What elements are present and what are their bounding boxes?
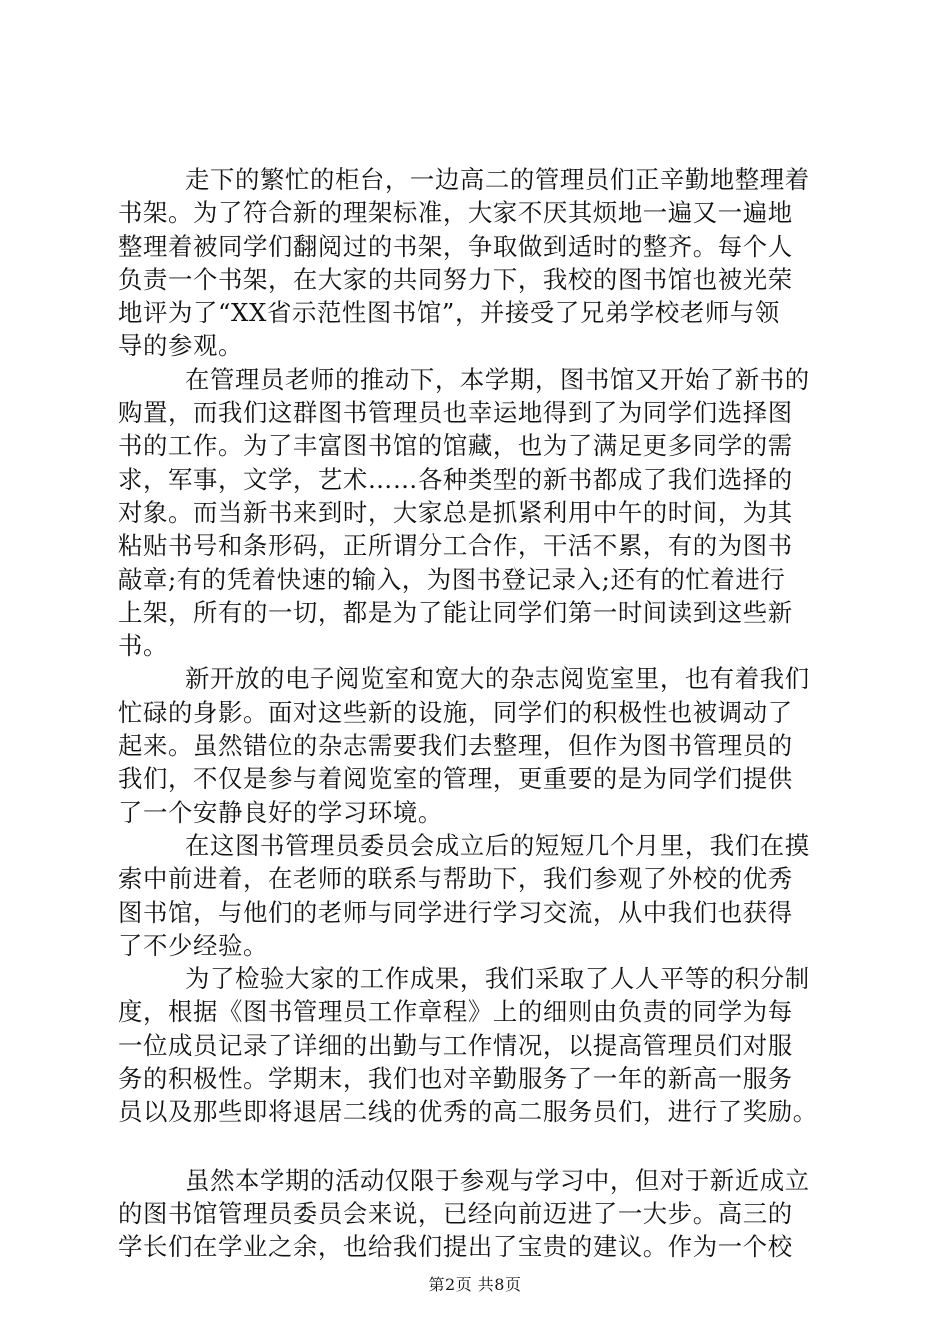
- body-text: [118, 163, 858, 1264]
- text-line: 在这图书管理员委员会成立后的短短几个月里，我们在摸: [185, 830, 810, 860]
- text-line: 度，根据《图书管理员工作章程》上的细则由负责的同学为每: [118, 997, 793, 1027]
- text-line: 敲章;有的凭着快速的输入，为图书登记录入;还有的忙着进行: [118, 564, 786, 594]
- text-line: 一位成员记录了详细的出勤与工作情况，以提高管理员们对服: [118, 1030, 793, 1060]
- text-line: 图书馆，与他们的老师与同学进行学习交流，从中我们也获得: [118, 897, 793, 927]
- text-line: 地评为了“XX省示范性图书馆”，并接受了兄弟学校老师与领: [118, 298, 780, 328]
- text-line: 对象。而当新书来到时，大家总是抓紧利用中午的时间，为其: [118, 497, 793, 527]
- text-line: 虽然本学期的活动仅限于参观与学习中，但对于新近成立: [185, 1165, 810, 1195]
- text-line: 书架。为了符合新的理架标准，大家不厌其烦地一遍又一遍地: [118, 198, 793, 228]
- text-line: 了不少经验。: [118, 930, 268, 960]
- text-line: 求，军事，文学，艺术……各种类型的新书都成了我们选择的: [118, 464, 793, 494]
- text-line: 的图书馆管理员委员会来说，已经向前迈进了一大步。高三的: [118, 1198, 793, 1228]
- text-line: 粘贴书号和条形码，正所谓分工合作，干活不累，有的为图书: [118, 531, 793, 561]
- text-line: 员以及那些即将退居二线的优秀的高二服务员们，进行了奖励。: [118, 1097, 818, 1127]
- paragraph-gap: [118, 1129, 858, 1164]
- text-line: 书的工作。为了丰富图书馆的馆藏，也为了满足更多同学的需: [118, 431, 793, 461]
- page-number-footer: 第2页 共8页: [428, 1275, 522, 1294]
- text-line: 走下的繁忙的柜台，一边高二的管理员们正辛勤地整理着: [185, 165, 810, 194]
- text-line: 在管理员老师的推动下，本学期，图书馆又开始了新书的: [185, 364, 810, 394]
- text-line: 了一个安静良好的学习环境。: [118, 797, 443, 827]
- text-line: 购置，而我们这群图书管理员也幸运地得到了为同学们选择图: [118, 398, 793, 428]
- text-line: 忙碌的身影。面对这些新的设施，同学们的积极性也被调动了: [118, 697, 793, 727]
- text-line: 我们，不仅是参与着阅览室的管理，更重要的是为同学们提供: [118, 764, 793, 794]
- text-line: 整理着被同学们翻阅过的书架，争取做到适时的整齐。每个人: [118, 231, 793, 261]
- text-line: 起来。虽然错位的杂志需要我们去整理，但作为图书管理员的: [118, 731, 793, 761]
- text-line: 务的积极性。学期末，我们也对辛勤服务了一年的新高一服务: [118, 1064, 793, 1094]
- text-line: 导的参观。: [118, 331, 243, 361]
- text-line: 上架，所有的一切，都是为了能让同学们第一时间读到这些新: [118, 597, 793, 627]
- text-line: 索中前进着，在老师的联系与帮助下，我们参观了外校的优秀: [118, 864, 793, 894]
- text-line: 书。: [118, 631, 168, 661]
- text-line: 学长们在学业之余，也给我们提出了宝贵的建议。作为一个校: [118, 1232, 793, 1262]
- text-line: 负责一个书架，在大家的共同努力下，我校的图书馆也被光荣: [118, 264, 793, 294]
- text-line: 新开放的电子阅览室和宽大的杂志阅览室里，也有着我们: [185, 664, 810, 694]
- text-line: 为了检验大家的工作成果，我们采取了人人平等的积分制: [185, 964, 810, 994]
